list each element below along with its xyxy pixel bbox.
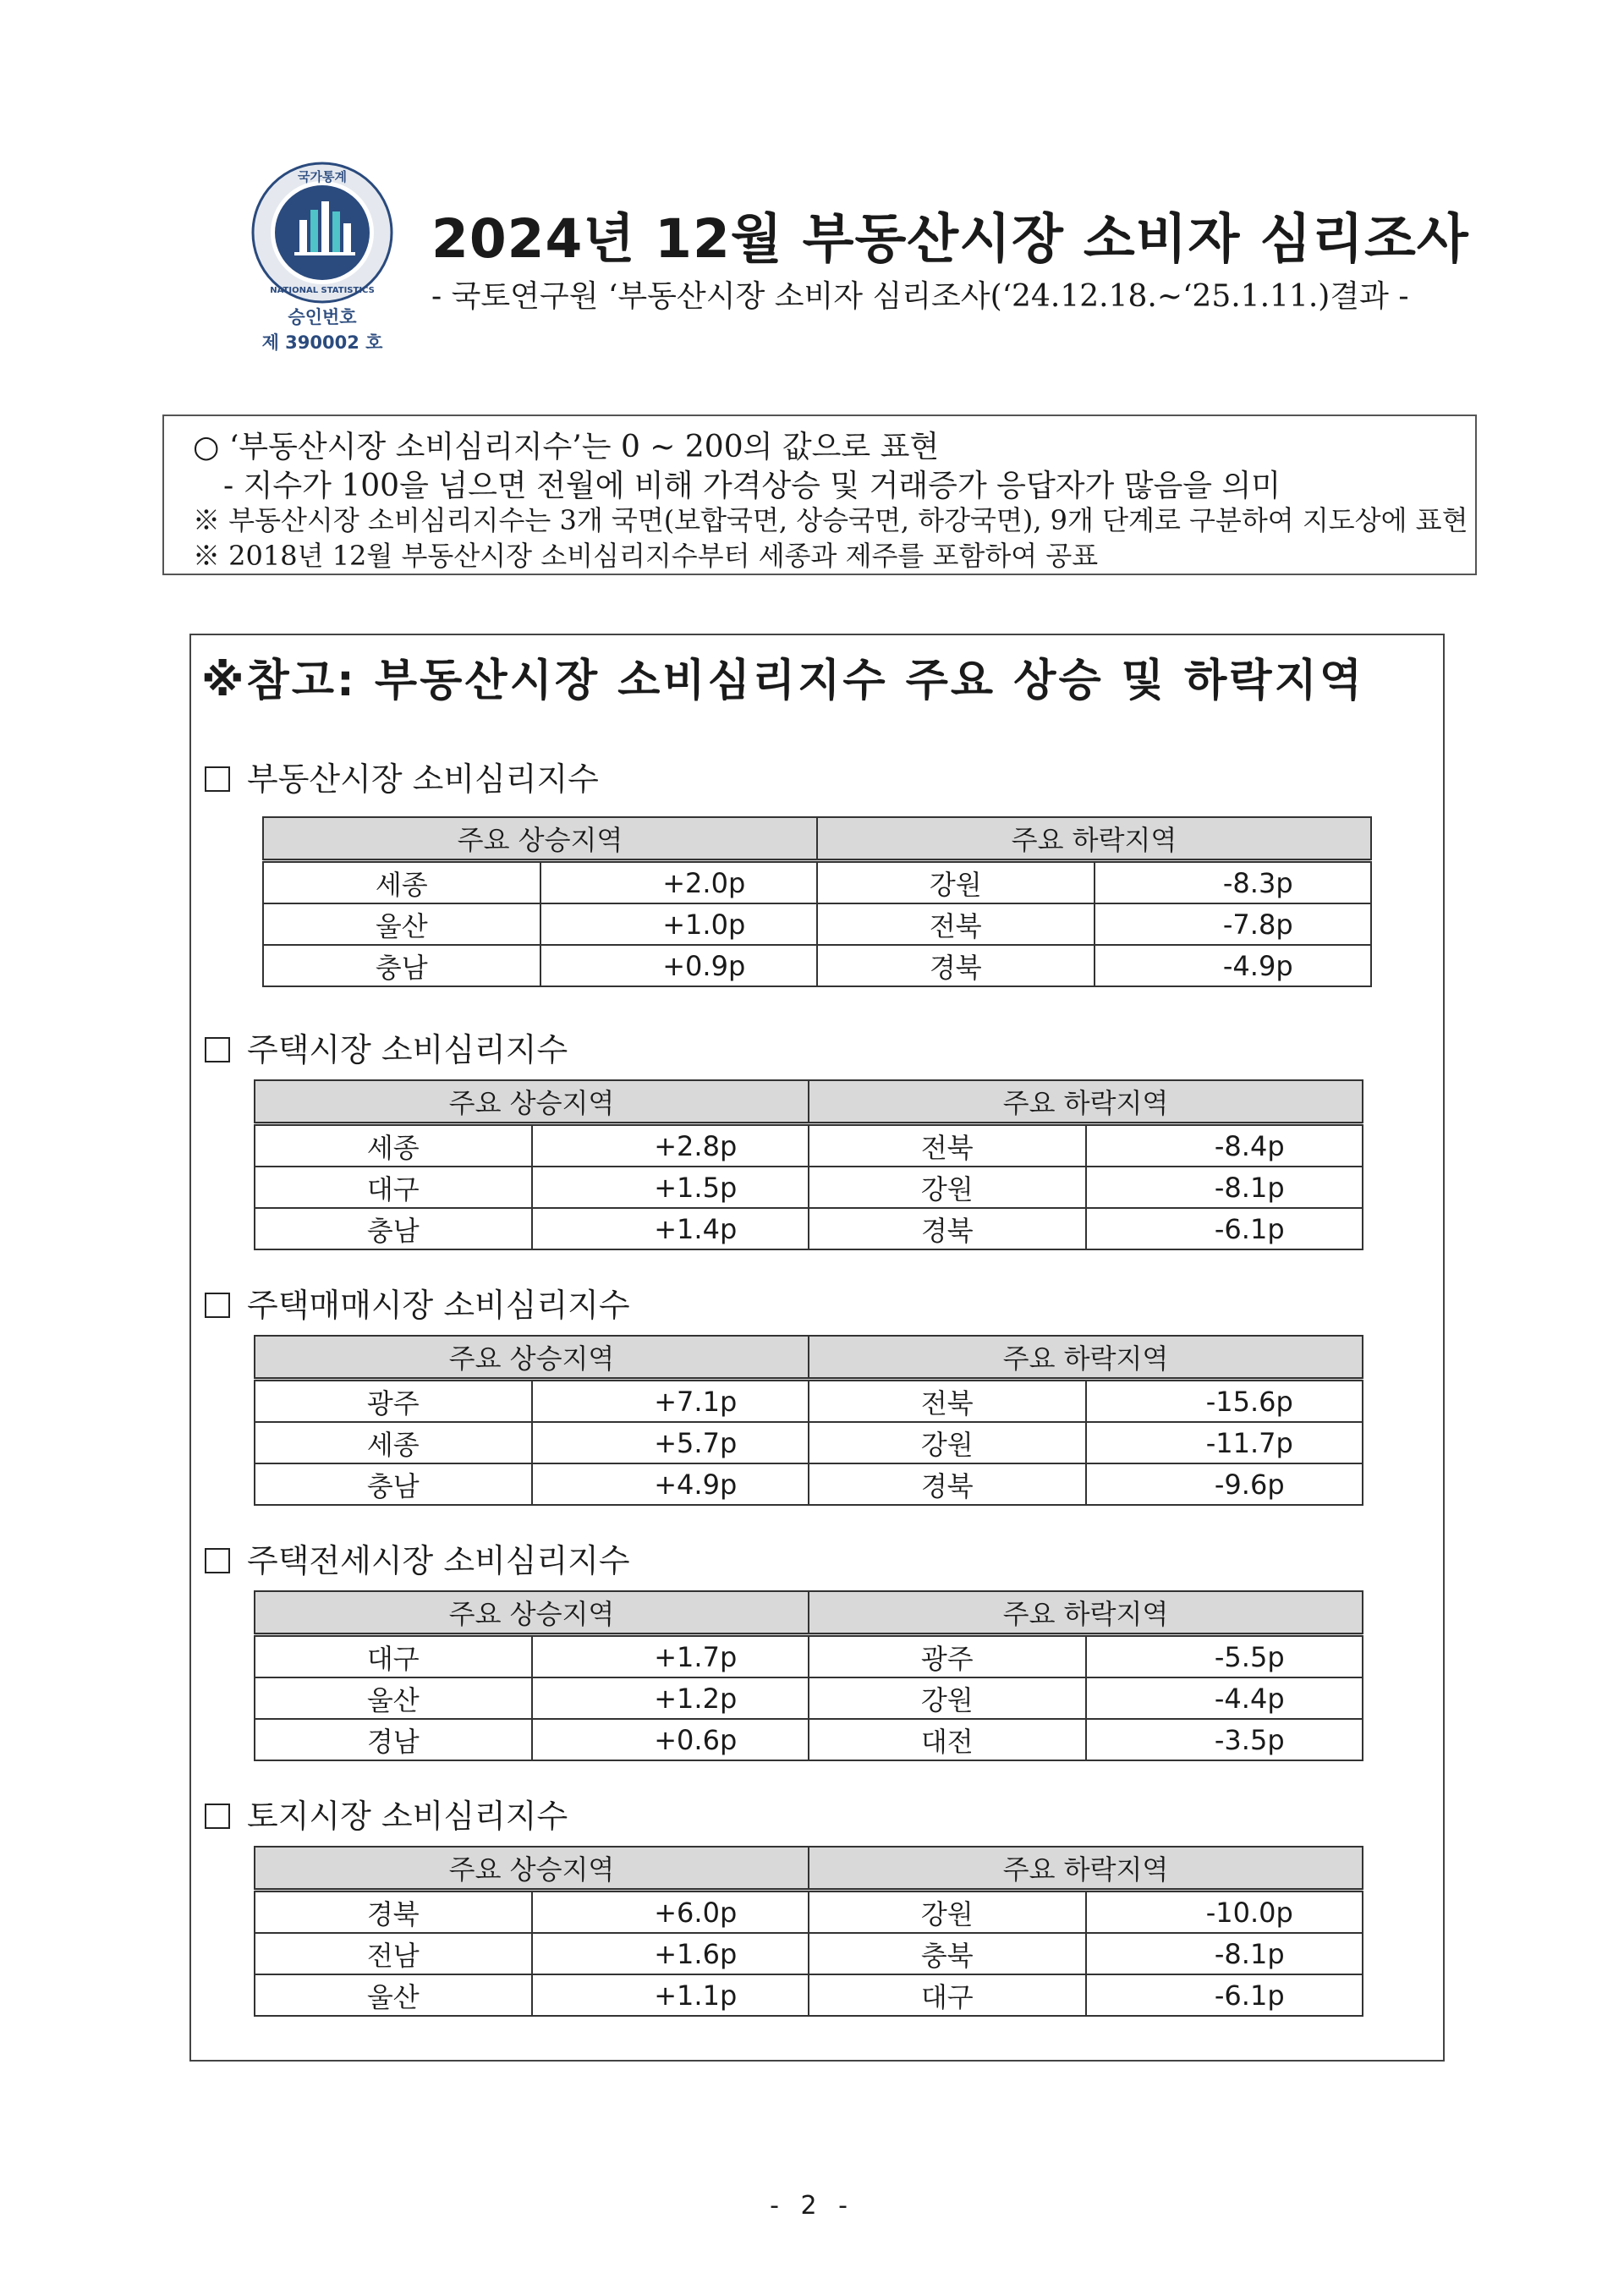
fall-value-cell: -8.1p xyxy=(1086,1167,1363,1208)
section-heading-text: 토지시장 소비심리지수 xyxy=(247,1798,568,1835)
table-row xyxy=(255,1891,1363,1934)
section-heading xyxy=(205,1790,568,1837)
table-row xyxy=(255,1974,1363,2016)
fall-value-cell: -10.0p xyxy=(1086,1891,1363,1934)
index-notice-box xyxy=(162,415,1477,575)
table-row xyxy=(255,1208,1363,1249)
fall-region-cell: 강원 xyxy=(809,1167,1086,1208)
rise-value-cell: +1.1p xyxy=(532,1974,809,2016)
table-row xyxy=(255,1422,1363,1463)
approval-info xyxy=(250,305,394,355)
table-row xyxy=(263,903,1371,945)
document-subtitle: - 국토연구원 ‘부동산시장 소비자 심리조사(‘24.12.18.~‘25.1.11.)결과 - xyxy=(431,279,1409,314)
rise-region-cell: 울산 xyxy=(255,1677,532,1719)
notice-line-phases: ※ 부동산시장 소비심리지수는 3개 국면(보합국면, 상승국면, 하강국면), 9개 단계로 구분하여 지도상에 표현 xyxy=(193,504,1468,536)
rise-region-cell: 광주 xyxy=(255,1380,532,1423)
table-row xyxy=(255,1167,1363,1208)
checkbox-square-icon xyxy=(205,1804,230,1829)
table-row xyxy=(255,1719,1363,1760)
rise-region-cell: 경북 xyxy=(255,1891,532,1934)
rise-region-cell: 전남 xyxy=(255,1933,532,1974)
logo-korean-text: 국가통계 xyxy=(298,169,347,184)
rise-region-cell: 세종 xyxy=(263,861,540,904)
table-row xyxy=(255,1380,1363,1423)
rise-region-cell: 세종 xyxy=(255,1422,532,1463)
rise-region-cell: 충남 xyxy=(255,1208,532,1249)
fall-value-cell: -7.8p xyxy=(1095,903,1372,945)
fall-value-cell: -5.5p xyxy=(1086,1635,1363,1678)
rise-value-cell: +6.0p xyxy=(532,1891,809,1934)
fall-region-cell: 대전 xyxy=(809,1719,1086,1760)
table-row xyxy=(263,861,1371,904)
national-statistics-logo xyxy=(250,161,394,305)
rise-region-cell: 대구 xyxy=(255,1635,532,1678)
rise-value-cell: +1.5p xyxy=(532,1167,809,1208)
rise-value-cell: +1.4p xyxy=(532,1208,809,1249)
rise-region-header: 주요 상승지역 xyxy=(263,817,817,861)
fall-value-cell: -4.9p xyxy=(1095,945,1372,986)
rise-value-cell: +1.6p xyxy=(532,1933,809,1974)
rise-value-cell: +0.6p xyxy=(532,1719,809,1760)
section-heading-text: 주택매매시장 소비심리지수 xyxy=(247,1287,630,1324)
rise-region-header: 주요 상승지역 xyxy=(255,1847,809,1891)
fall-value-cell: -8.1p xyxy=(1086,1933,1363,1974)
rise-region-cell: 세종 xyxy=(255,1124,532,1167)
fall-region-cell: 전북 xyxy=(817,903,1095,945)
fall-region-cell: 강원 xyxy=(809,1677,1086,1719)
approval-label: 승인번호 xyxy=(288,307,357,327)
section-heading xyxy=(205,753,599,799)
fall-region-header: 주요 하락지역 xyxy=(817,817,1371,861)
fall-value-cell: -8.3p xyxy=(1095,861,1372,904)
fall-value-cell: -3.5p xyxy=(1086,1719,1363,1760)
notice-line-range: ○ ‘부동산시장 소비심리지수’는 0 ~ 200의 값으로 표현 xyxy=(193,430,940,464)
checkbox-square-icon xyxy=(205,1293,230,1318)
table-row xyxy=(255,1635,1363,1678)
section-heading-text: 주택시장 소비심리지수 xyxy=(247,1031,568,1068)
rise-value-cell: +4.9p xyxy=(532,1463,809,1505)
fall-region-header: 주요 하락지역 xyxy=(809,1591,1363,1635)
fall-region-cell: 강원 xyxy=(817,861,1095,904)
region-table xyxy=(254,1335,1363,1506)
fall-region-cell: 경북 xyxy=(809,1463,1086,1505)
rise-region-header: 주요 상승지역 xyxy=(255,1080,809,1124)
section-heading-text: 주택전세시장 소비심리지수 xyxy=(247,1542,630,1579)
reference-title: ※참고: 부동산시장 소비심리지수 주요 상승 및 하락지역 xyxy=(201,656,1365,706)
rise-value-cell: +1.2p xyxy=(532,1677,809,1719)
statistics-emblem-icon xyxy=(250,161,394,305)
rise-region-cell: 대구 xyxy=(255,1167,532,1208)
rise-region-cell: 울산 xyxy=(263,903,540,945)
rise-value-cell: +5.7p xyxy=(532,1422,809,1463)
fall-value-cell: -11.7p xyxy=(1086,1422,1363,1463)
rise-region-cell: 충남 xyxy=(263,945,540,986)
rise-value-cell: +7.1p xyxy=(532,1380,809,1423)
fall-region-cell: 광주 xyxy=(809,1635,1086,1678)
fall-value-cell: -6.1p xyxy=(1086,1208,1363,1249)
region-table xyxy=(254,1079,1363,1250)
fall-region-cell: 경북 xyxy=(817,945,1095,986)
fall-region-header: 주요 하락지역 xyxy=(809,1847,1363,1891)
checkbox-square-icon xyxy=(205,766,230,792)
rise-value-cell: +1.0p xyxy=(540,903,818,945)
fall-value-cell: -4.4p xyxy=(1086,1677,1363,1719)
rise-region-cell: 경남 xyxy=(255,1719,532,1760)
table-row xyxy=(255,1677,1363,1719)
notice-line-meaning: - 지수가 100을 넘으면 전월에 비해 가격상승 및 거래증가 응답자가 많음을 의미 xyxy=(223,469,1281,503)
rise-region-header: 주요 상승지역 xyxy=(255,1591,809,1635)
fall-region-header: 주요 하락지역 xyxy=(809,1336,1363,1380)
fall-region-cell: 충북 xyxy=(809,1933,1086,1974)
table-row xyxy=(255,1463,1363,1505)
fall-region-cell: 전북 xyxy=(809,1124,1086,1167)
fall-region-cell: 대구 xyxy=(809,1974,1086,2016)
region-table xyxy=(254,1846,1363,2017)
fall-region-header: 주요 하락지역 xyxy=(809,1080,1363,1124)
page-number: - 2 - xyxy=(770,2191,854,2221)
checkbox-square-icon xyxy=(205,1037,230,1062)
region-table xyxy=(262,816,1372,987)
rise-region-header: 주요 상승지역 xyxy=(255,1336,809,1380)
table-row xyxy=(255,1933,1363,1974)
rise-region-cell: 울산 xyxy=(255,1974,532,2016)
fall-region-cell: 전북 xyxy=(809,1380,1086,1423)
region-table xyxy=(254,1590,1363,1761)
rise-value-cell: +1.7p xyxy=(532,1635,809,1678)
fall-value-cell: -15.6p xyxy=(1086,1380,1363,1423)
checkbox-square-icon xyxy=(205,1548,230,1573)
rise-region-cell: 충남 xyxy=(255,1463,532,1505)
section-heading xyxy=(205,1024,568,1070)
fall-value-cell: -8.4p xyxy=(1086,1124,1363,1167)
fall-region-cell: 강원 xyxy=(809,1891,1086,1934)
fall-value-cell: -6.1p xyxy=(1086,1974,1363,2016)
section-heading xyxy=(205,1535,630,1581)
table-row xyxy=(255,1124,1363,1167)
rise-value-cell: +2.8p xyxy=(532,1124,809,1167)
rise-value-cell: +0.9p xyxy=(540,945,818,986)
notice-line-coverage: ※ 2018년 12월 부동산시장 소비심리지수부터 세종과 제주를 포함하여 공표 xyxy=(193,540,1099,572)
fall-region-cell: 경북 xyxy=(809,1208,1086,1249)
document-title: 2024년 12월 부동산시장 소비자 심리조사 xyxy=(431,208,1469,270)
fall-region-cell: 강원 xyxy=(809,1422,1086,1463)
section-heading-text: 부동산시장 소비심리지수 xyxy=(247,760,599,798)
approval-number: 제 390002 호 xyxy=(261,332,383,353)
section-heading xyxy=(205,1279,630,1326)
table-row xyxy=(263,945,1371,986)
fall-value-cell: -9.6p xyxy=(1086,1463,1363,1505)
logo-ring-text: NATIONAL STATISTICS xyxy=(270,286,375,295)
rise-value-cell: +2.0p xyxy=(540,861,818,904)
